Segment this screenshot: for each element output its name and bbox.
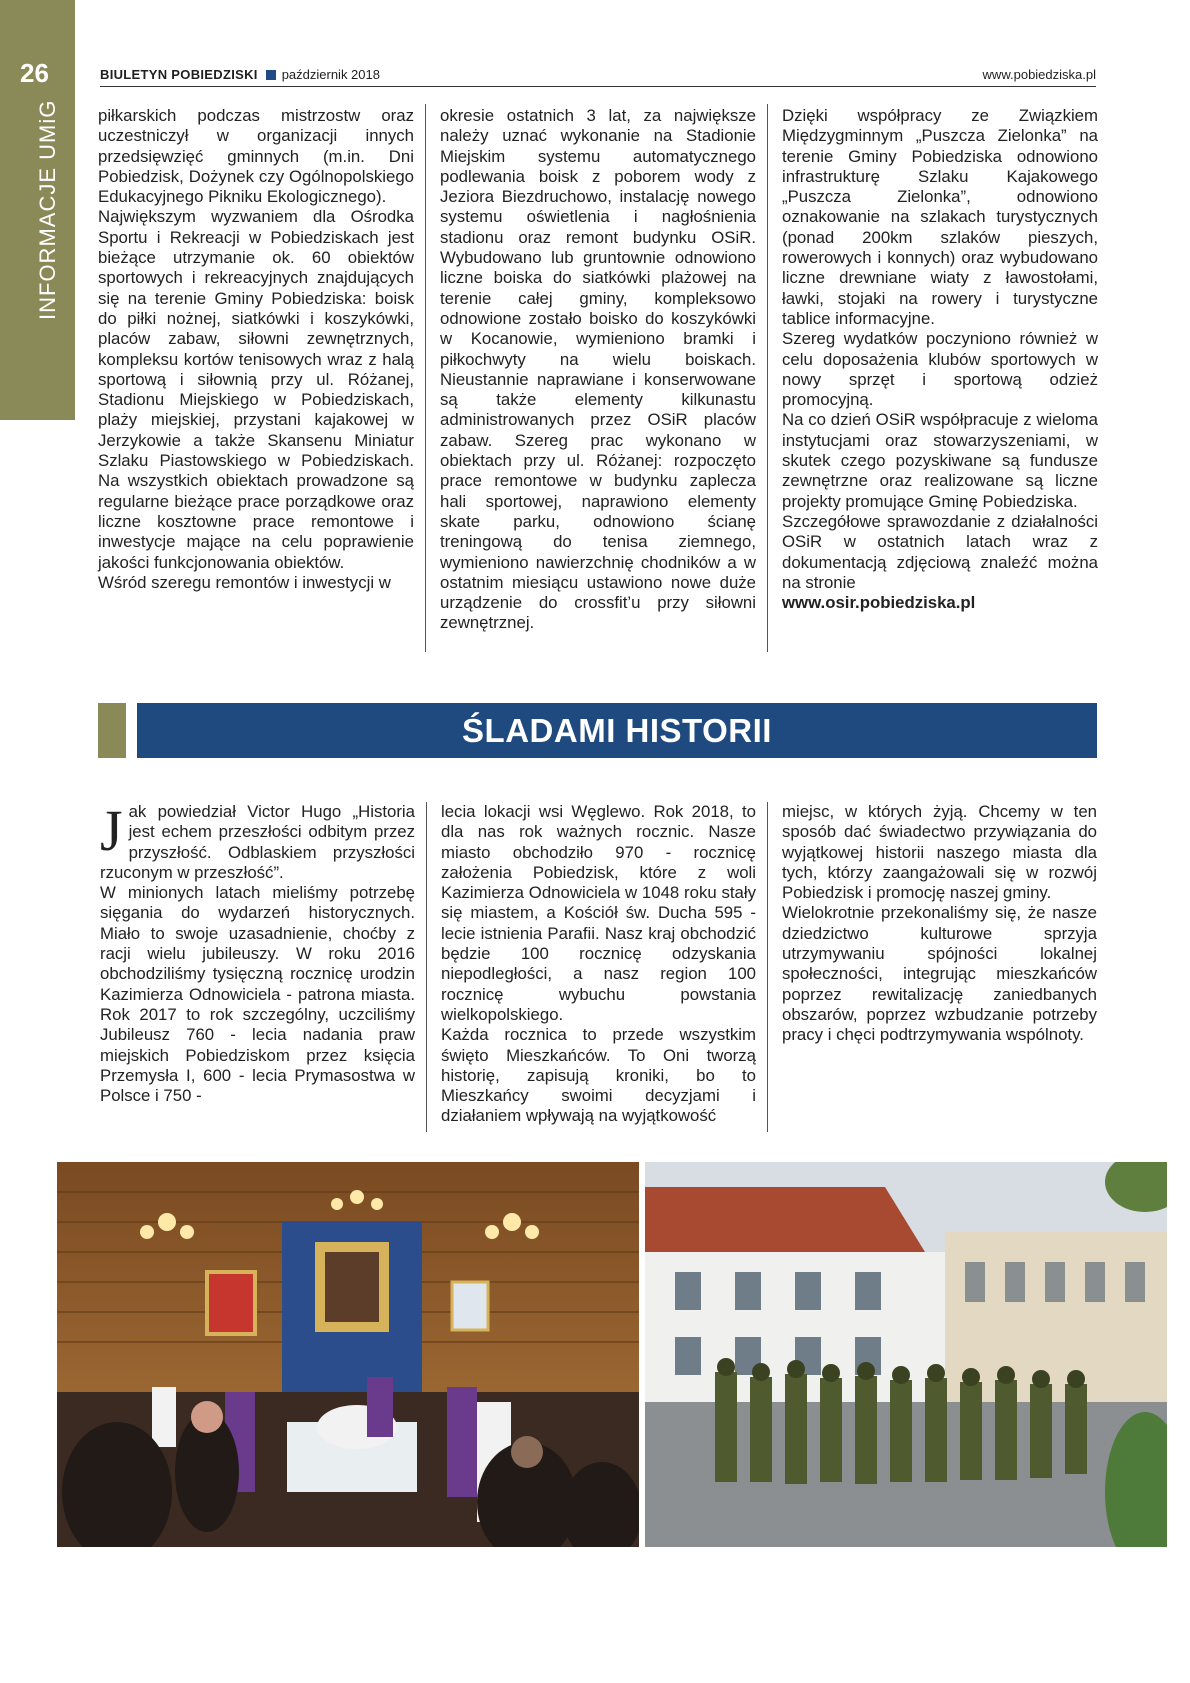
paragraph: Szczegółowe sprawozdanie z działalności OSiR w ostatnich latach wraz z dokumentacją zdjęciową znaleźć można na stronie [782,511,1098,592]
history-column-1 [100,798,415,1106]
paragraph: okresie ostatnich 3 lat, za największe należy uznać wykonanie na Stadionie Miejskim systemu automatycznego podlewania boisk z poborem wody z Jeziora Biezdruchowo, instalację nowego systemu oświetlenia i nagłośnienia stadionu oraz remont budynku OSiR. Wybudowano lub gruntownie odnowiono liczne boiska do siatkówki plażowej na terenie całej gminy, kompleksowo odnowione zostało boisko do koszykówki w Kocanowie, wymieniono bramki i piłkochwyty na wielu boiskach. Nieustannie naprawiane i konserwowane są także elementy kilkunastu administrowanych przez OSiR placów zabaw. Szereg prac wykonano w obiektach przy ul. Różanej: rozpoczęto prace remontowe w budynku zaplecza hali sportowej, naprawiono elementy skate parku, odnowiono ścianę treningową do tenisa ziemnego, wymieniono nawierzchnię chodników a w ostatnim miesiącu ustawiono nowe duże urządzenie do crossfit’u przy siłowni zewnętrznej. [440,106,756,633]
history-column-3 [782,802,1097,1046]
page-number: 26 [20,58,49,88]
paragraph: Szereg wydatków poczyniono również w celu doposażenia klubów sportowych w nowy sprzęt i sportową odzież promocyjną. [782,329,1098,410]
paragraph: Wielokrotnie przekonaliśmy się, że nasze dziedzictwo kulturowe sprzyja utrzymywaniu spójności lokalnej społeczności, integrując mieszkańców poprzez rewitalizację zaniedbanych obszarów, poprzez wzbudzanie potrzeby pracy i chęci podtrzymywania wspólnoty. [782,903,1097,1045]
church-interior-photo [57,1162,639,1547]
column-divider [767,104,768,652]
paragraph: Na co dzień OSiR współpracuje z wieloma instytucjami oraz stowarzyszeniami, w skutek czego pozyskiwane są fundusze zewnętrzne oraz realizowane są liczne projekty promujące Gminę Pobiedziska. [782,410,1098,511]
paragraph: piłkarskich podczas mistrzostw oraz uczestniczył w organizacji innych przedsięwzięć gminnych (m.in. Dni Pobiedzisk, Dożynek czy Ogólnopolskiego Edukacyjnego Pikniku Ekologicznego). [98,106,414,207]
section-label: INFORMACJE UMiG [35,99,60,320]
history-column-2 [441,802,756,1127]
osir-website-link[interactable]: www.osir.pobiedziska.pl [782,593,976,613]
paragraph: Największym wyzwaniem dla Ośrodka Sportu i Rekreacji w Pobiedziskach jest bieżące utrzymanie ok. 60 obiektów sportowych i rekreacyjnych znajdujących się na terenie Gminy Pobiedziska: boisk do piłki nożnej, siatkówki i koszykówki, placów zabaw, siłowni zewnętrznych, kompleksu kortów tenisowych wraz z halą sportową i siłownią przy ul. Różanej, Stadionu Miejskiego w Pobiedziskach, plaży miejskiej, przystani kajakowej w Jerzykowie a także Skansenu Miniatur Szlaku Piastowskiego w Pobiedziskach. Na wszystkich obiektach prowadzone są regularne bieżące prace porządkowe oraz liczne kosztowne prace remontowe i inwestycje mające na celu poprawienie jakości funkcjonowania obiektów. [98,207,414,572]
column-divider [425,104,426,652]
page-header [100,66,1096,87]
article-column-2 [440,106,756,634]
paragraph-text: ak powiedział Victor Hugo „Historia jest echem przeszłości odbitym przez przyszłość. Odblaskiem przyszłości rzuconym w przeszłość”. [100,802,415,882]
church-interior-illustration [57,1162,639,1547]
section-title: ŚLADAMI HISTORII [137,703,1097,758]
article-column-3 [782,106,1098,613]
issue-date: październik 2018 [281,67,380,82]
paragraph: Wśród szeregu remontów i inwestycji w [98,572,391,592]
paragraph: Dzięki współpracy ze Związkiem Międzygminnym „Puszcza Zielonka” na terenie Gminy Pobiedziska odnowiono infrastrukturę Szlaku Kajakowego „Puszcza Zielonka”, odnowiono oznakowanie na szlakach turystycznych (ponad 200km szlaków pieszych, rowerowych i konnych) oraz wybudowano liczne drewniane wiaty z ławostołami, ławki, stojaki na rowery i turystyczne tablice informacyjne. [782,106,1098,328]
column-divider [426,802,427,1132]
header-square-icon [266,70,276,80]
paragraph: miejsc, w których żyją. Chcemy w ten sposób dać świadectwo przywiązania do wyjątkowej historii naszego miasta dla tych, którzy zaangażowali się w rozwój Pobiedzisk i promocję naszej gminy. [782,802,1097,903]
section-title-accent [98,703,126,758]
publication-title: BIULETYN POBIEDZISKI [100,67,258,82]
paragraph: lecia lokacji wsi Węglewo. Rok 2018, to dla nas rok ważnych rocznic. Nasze miasto obchodziło 970 - rocznicę założenia Pobiedzisk, które z woli Kazimierza Odnowiciela w 1048 roku stały się miastem, a Kościół św. Ducha 595 - lecie istnienia Parafii. Nasz kraj obchodzić będzie 100 rocznicę odzyskania niepodległości, a nasz region 100 rocznicę wybuchu powstania wielkopolskiego. [441,802,756,1024]
drop-cap: J [100,798,123,863]
parade-illustration [645,1162,1167,1547]
paragraph [100,798,415,883]
military-band-parade-photo [645,1162,1167,1547]
article-column-1 [98,106,414,593]
paragraph: W minionych latach mieliśmy potrzebę sięgania do wydarzeń historycznych. Miało to swoje uzasadnienie, choćby z racji wielu jubileuszy. W roku 2016 obchodziliśmy tysięczną rocznicę urodzin Kazimierza Odnowiciela - patrona miasta. Rok 2017 to rok szczególny, uczciliśmy Jubileusz 760 - lecia nadania praw miejskich Pobiedziskom przez księcia Przemysła I, 600 - lecia Prymasostwa w Polsce i 750 - [100,883,415,1106]
website-link[interactable]: www.pobiedziska.pl [982,67,1096,82]
column-divider [767,802,768,1132]
paragraph: Każda rocznica to przede wszystkim święto Mieszkańców. To Oni tworzą historię, zapisują kroniki, bo to Mieszkańcy swoimi decyzjami i działaniem wpływają na wyjątkowość [441,1025,756,1126]
